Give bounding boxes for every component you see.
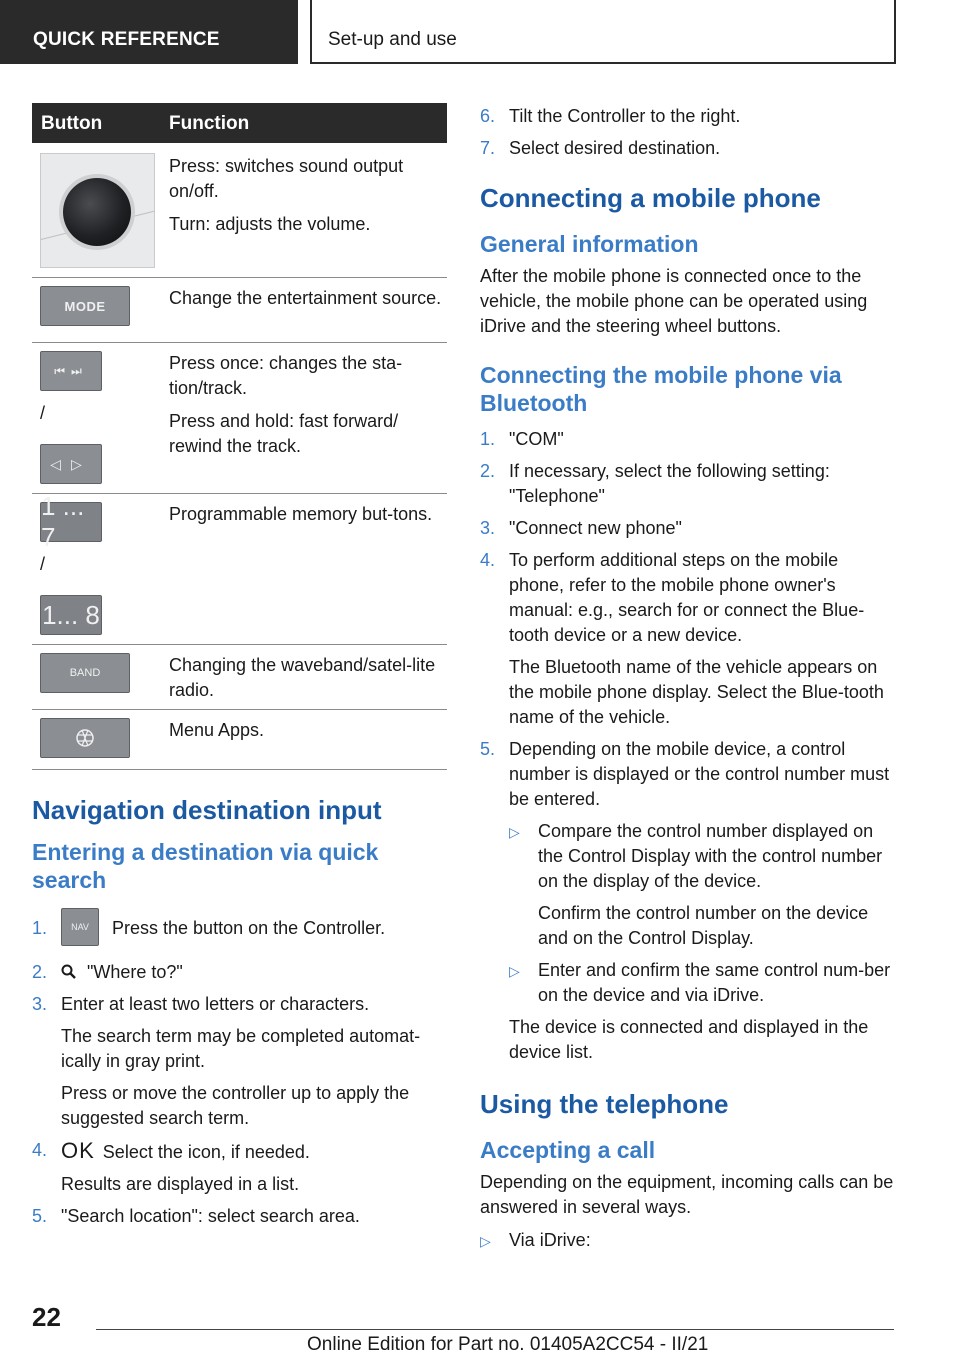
function-text: Change the entertainment source. [169,288,442,308]
list-item: 3. Enter at least two letters or characters. The search term may be completed automat-ically in gray print. Press or move the controller up to apply the suggested search term. [32,994,421,1128]
table-row [32,491,447,645]
page-number: 22 [32,1302,61,1332]
table-header [32,103,447,143]
table-row [32,143,447,278]
list-item: 2. If necessary, select the following setting: "Telephone" [480,461,830,506]
section-heading: Connecting a mobile phone [480,183,821,213]
right-column [480,104,895,1253]
edition-note: Online Edition for Part no. 01405A2CC54 - II/21 [307,1334,709,1355]
list-item: 4. OK Select the icon, if needed. Results are displayed in a list. [32,1138,310,1194]
list-item: 2. "Where to?" [32,962,183,982]
subsection-heading: General information [480,231,699,257]
seek-arrows-button-icon: ◁▷ [40,444,102,484]
table-row [32,710,447,770]
subsection-heading: Entering a destination via quick search [32,839,379,893]
section-title: QUICK REFERENCE [33,29,220,50]
section-heading: Navigation destination input [32,795,382,825]
function-text: Programmable memory but-tons. [169,504,433,524]
memory-buttons-7-icon: 1 ... 7 [40,502,102,542]
function-text: Press: switches sound output on/off. [169,156,404,201]
table-row [32,343,447,494]
memory-buttons-8-icon: 1... 8 [40,595,102,635]
footer-divider [96,1329,894,1330]
chapter-tab [310,0,896,64]
list-item: 3. "Connect new phone" [480,518,682,538]
bullet-item: ▷ Compare the control number displayed on the Control Display with the control number on the display of the device. Confirm the control number on the device and on the Control Display. [509,821,883,948]
separator: / [40,403,46,423]
bullet-item: ▷ Via iDrive: [480,1230,591,1250]
button-function-table [32,103,447,770]
volume-knob-icon [40,153,155,268]
list-item: 1. NAV Press the button on the Controller. [32,912,447,952]
skip-track-button-icon: ⏮⏭ [40,351,102,391]
function-text: Menu Apps. [169,720,265,740]
list-item: 5. "Search location": select search area. [32,1206,360,1226]
table-row [32,645,447,710]
function-text: Press and hold: fast forward/ rewind the track. [169,411,399,456]
paragraph: Depending on the equipment, incoming calls can be answered in several ways. [480,1172,894,1217]
band-button-icon: BAND [40,653,130,693]
function-text: Changing the waveband/satel-lite radio. [169,655,436,700]
separator: / [40,554,46,574]
list-item: 6. Tilt the Controller to the right. [480,106,741,126]
subsection-heading: Connecting the mobile phone via Bluetooth [480,362,842,416]
col-header-button: Button [41,113,103,134]
list-item: 5. Depending on the mobile device, a control number is displayed or the control number must be entered. ▷ Compare the control number displayed on the Control Display with the control number on the display of the device. Confirm the control number on the device and on the Control Display. ▷ Enter and confirm the same control num-ber on the device and via iDrive. The device is connected and displayed in the device list. [480,737,895,1065]
navigation-section [32,795,447,1229]
search-icon [61,962,77,978]
paragraph: After the mobile phone is connected once to the vehicle, the mobile phone can be operated using iDrive and the steering wheel buttons. [480,266,868,336]
subsection-heading: Accepting a call [480,1137,656,1163]
chapter-title: Set-up and use [328,29,457,50]
function-text: Press once: changes the sta-tion/track. [169,353,403,398]
function-text: Turn: adjusts the volume. [169,214,371,234]
section-heading: Using the telephone [480,1089,729,1119]
paragraph: The device is connected and displayed in the device list. [509,1017,869,1062]
list-item: 7. Select desired destination. [480,138,721,158]
list-item: 1. "COM" [480,429,564,449]
col-header-function: Function [169,113,250,134]
mode-button-icon: MODE [40,286,130,326]
apps-button-icon [40,718,130,758]
ok-icon: OK [61,1138,95,1163]
nav-button-icon: NAV [61,908,99,946]
list-item: 4. To perform additional steps on the mobile phone, refer to the mobile phone owner's manual: e.g., search for or connect the Blue-tooth device or a new device. The Bluetooth name of the vehicle appears on the mobile phone display. Select the Blue-tooth name of the vehicle. [480,550,884,727]
section-tab [0,0,298,64]
bullet-item: ▷ Enter and confirm the same control num-ber on the device and via iDrive. [509,960,891,1005]
table-row [32,278,447,343]
